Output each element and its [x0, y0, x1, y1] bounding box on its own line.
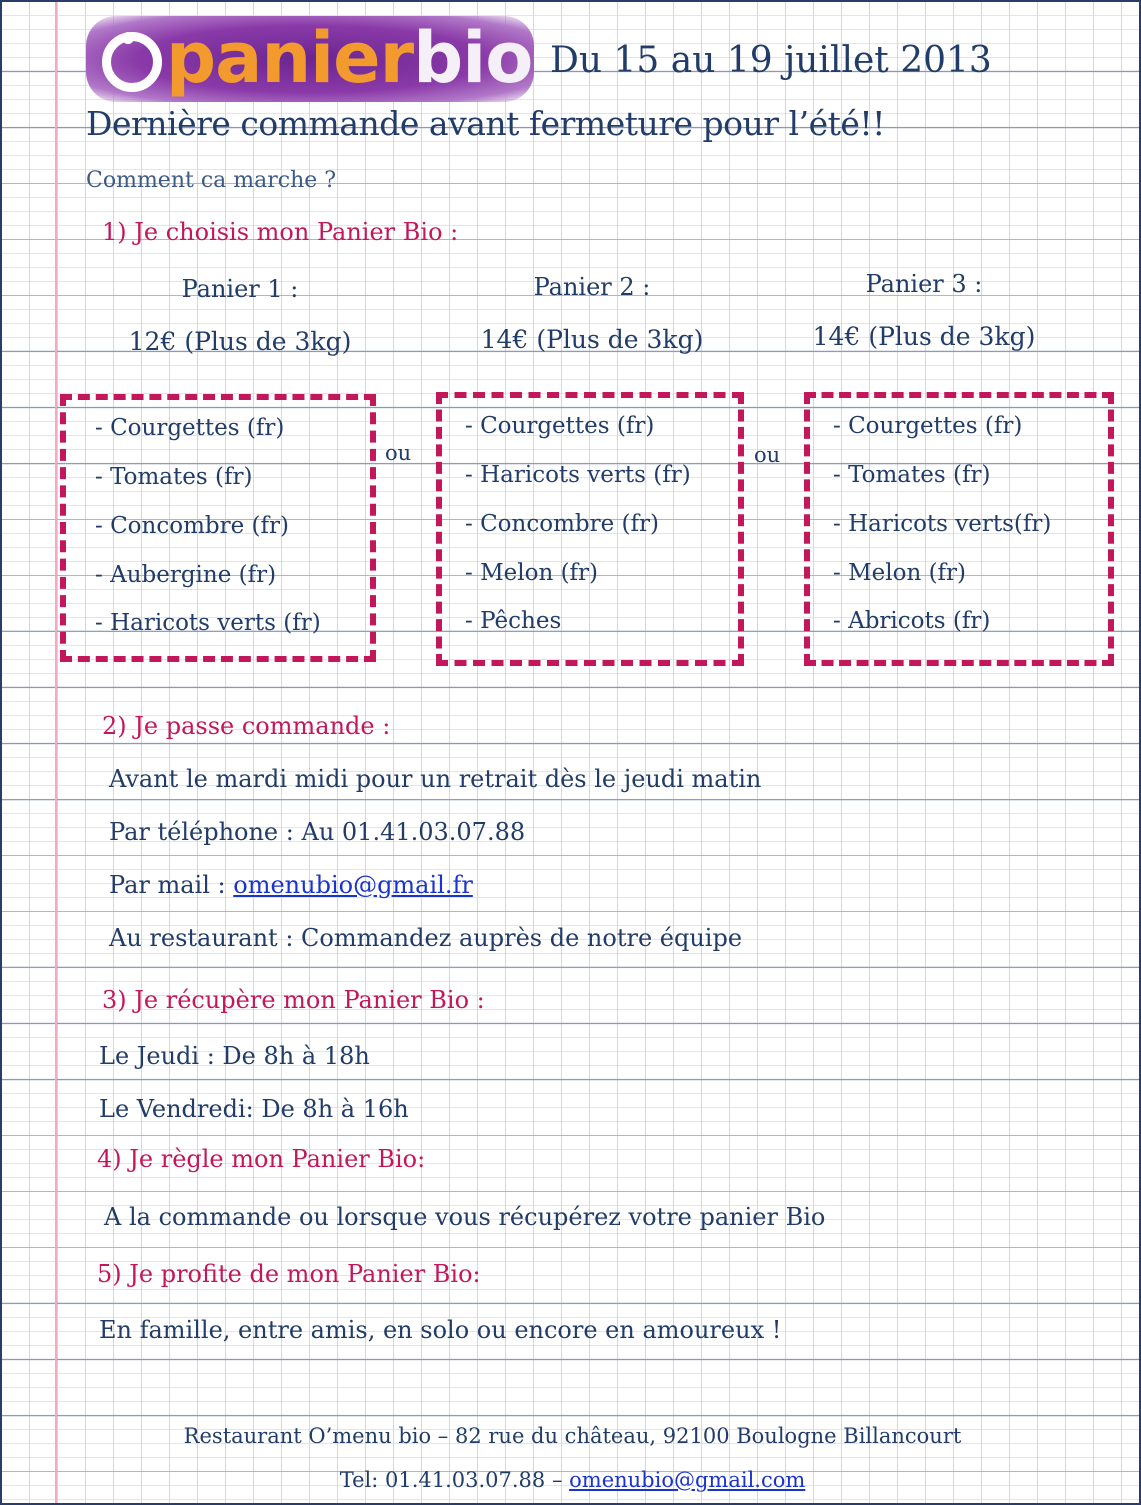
headline: Dernière commande avant fermeture pour l’été!! [86, 104, 885, 143]
step2-title: 2) Je passe commande : [102, 712, 391, 740]
basket3-item: - Abricots (fr) [833, 608, 991, 634]
basket1-title: Panier 1 : [181, 275, 299, 303]
logo-o-dot [122, 32, 134, 44]
basket2-item: - Haricots verts (fr) [465, 462, 691, 488]
order-mail [109, 871, 473, 899]
basket3-price: 14€ (Plus de 3kg) [812, 322, 1036, 351]
basket3-item: - Tomates (fr) [833, 462, 991, 488]
separator-ou-2: ou [754, 443, 781, 467]
panierbio-logo [86, 16, 534, 102]
enjoy-text: En famille, entre amis, en solo ou encore en amoureux ! [99, 1316, 782, 1344]
basket2-item: - Concombre (fr) [465, 511, 659, 537]
basket1-item: - Aubergine (fr) [95, 562, 277, 588]
pickup-thursday: Le Jeudi : De 8h à 18h [99, 1042, 370, 1070]
order-mail-label: Par mail : [109, 871, 234, 899]
separator-ou-1: ou [385, 441, 412, 465]
basket1-item: - Haricots verts (fr) [95, 610, 321, 636]
footer-email-link[interactable]: omenubio@gmail.com [569, 1468, 806, 1492]
step4-title: 4) Je règle mon Panier Bio: [97, 1145, 426, 1173]
basket2-item: - Pêches [465, 608, 562, 634]
payment-text: A la commande ou lorsque vous récupérez votre panier Bio [104, 1203, 826, 1231]
pickup-friday: Le Vendredi: De 8h à 16h [99, 1095, 409, 1123]
footer-address: Restaurant O’menu bio – 82 rue du château, 92100 Boulogne Billancourt [183, 1424, 962, 1448]
step1-title: 1) Je choisis mon Panier Bio : [102, 218, 459, 246]
logo-bio: bio [413, 17, 533, 99]
basket2-item: - Courgettes (fr) [465, 413, 655, 439]
order-phone: Par téléphone : Au 01.41.03.07.88 [109, 818, 526, 846]
footer-tel: Tel: 01.41.03.07.88 – [339, 1468, 570, 1492]
basket2-price: 14€ (Plus de 3kg) [480, 325, 704, 354]
subtitle: Comment ca marche ? [86, 168, 337, 193]
basket1-item: - Concombre (fr) [95, 513, 289, 539]
basket3-title: Panier 3 : [865, 270, 983, 298]
basket2-item: - Melon (fr) [465, 560, 599, 586]
basket3-item: - Melon (fr) [833, 560, 967, 586]
step3-title: 3) Je récupère mon Panier Bio : [102, 986, 485, 1014]
basket2-title: Panier 2 : [533, 273, 651, 301]
date-range: Du 15 au 19 juillet 2013 [550, 40, 992, 81]
order-mail-link[interactable]: omenubio@gmail.fr [233, 871, 473, 899]
order-deadline: Avant le mardi midi pour un retrait dès le jeudi matin [109, 765, 762, 793]
footer-contact [2, 1468, 1141, 1492]
basket1-price: 12€ (Plus de 3kg) [128, 327, 352, 356]
logo-wordmark [166, 17, 533, 99]
basket1-item: - Courgettes (fr) [95, 415, 285, 441]
logo-panier: panier [166, 17, 414, 99]
order-restaurant: Au restaurant : Commandez auprès de notre équipe [109, 924, 743, 952]
step5-title: 5) Je profite de mon Panier Bio: [97, 1260, 481, 1288]
basket3-item: - Haricots verts(fr) [833, 511, 1052, 537]
basket1-item: - Tomates (fr) [95, 464, 253, 490]
basket3-item: - Courgettes (fr) [833, 413, 1023, 439]
